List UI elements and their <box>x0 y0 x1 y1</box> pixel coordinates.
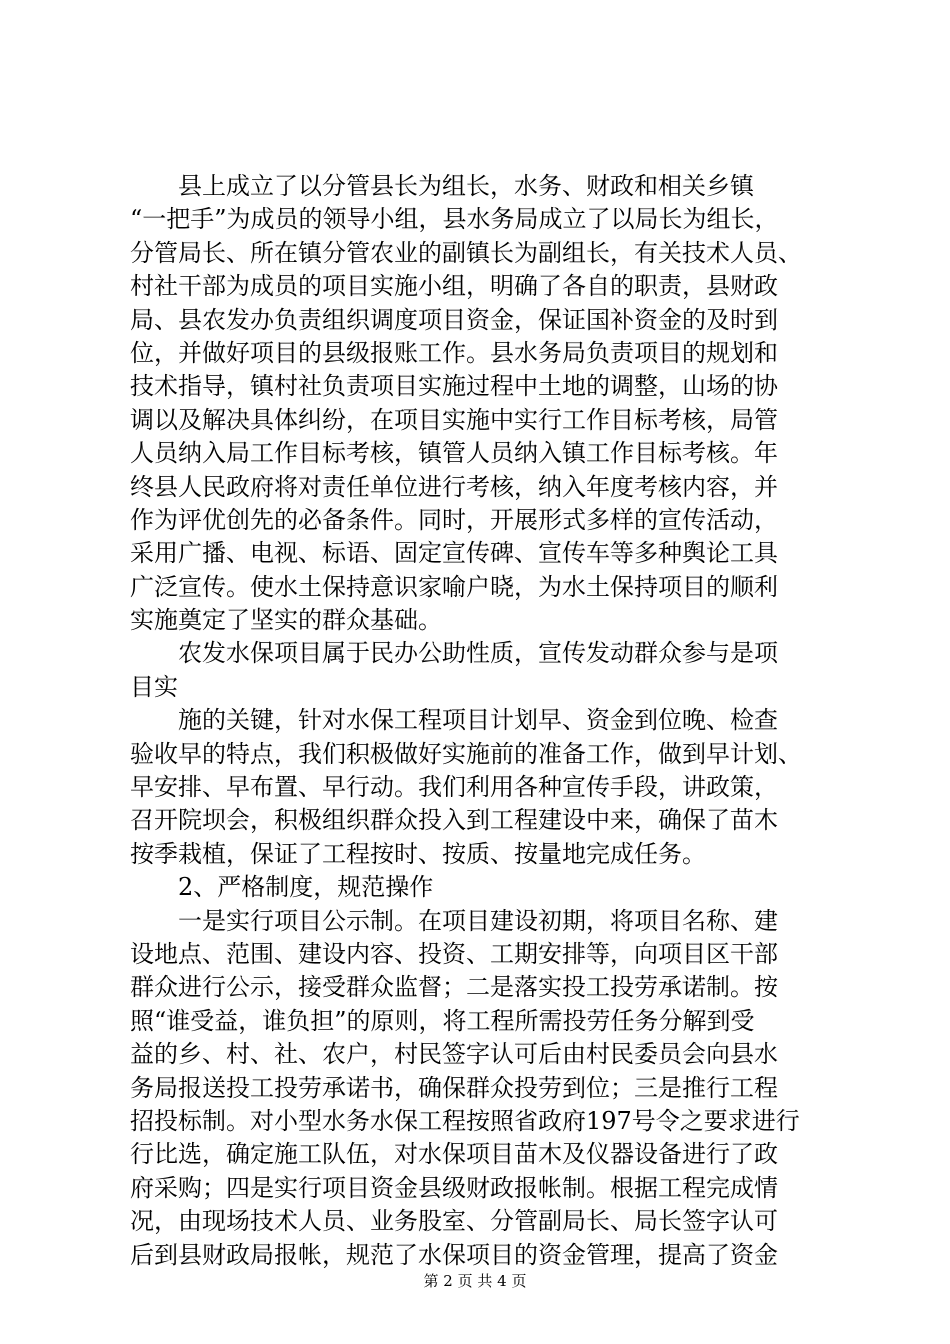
text-line: 设地点、范围、建设内容、投资、工期安排等，向项目区干部 <box>130 939 778 968</box>
text-line: 调以及解决具体纠纷，在项目实施中实行工作目标考核，局管 <box>130 405 778 434</box>
text-line: 施的关键，针对水保工程项目计划早、资金到位晚、检查 <box>178 706 778 735</box>
text-line: 况，由现场技术人员、业务股室、分管副局长、局长签字认可 <box>130 1207 778 1236</box>
text-line: 目实 <box>130 672 178 701</box>
text-line: 群众进行公示，接受群众监督；二是落实投工投劳承诺制。按 <box>130 973 778 1002</box>
text-line: 府采购；四是实行项目资金县级财政报帐制。根据工程完成情 <box>130 1173 778 1202</box>
text-line: 照“谁受益，谁负担”的原则，将工程所需投劳任务分解到受 <box>130 1006 755 1035</box>
text-line: 广泛宣传。使水土保持意识家喻户晓，为水土保持项目的顺利 <box>130 572 778 601</box>
text-line: 验收早的特点，我们积极做好实施前的准备工作，做到早计划、 <box>130 739 802 768</box>
text-line: 招投标制。对小型水务水保工程按照省政府197号令之要求进行 <box>130 1106 800 1135</box>
text-line: 作为评优创先的必备条件。同时，开展形式多样的宣传活动， <box>130 505 778 534</box>
text-line: 一是实行项目公示制。在项目建设初期，将项目名称、建 <box>178 906 778 935</box>
text-line: 采用广播、电视、标语、固定宣传碑、宣传车等多种舆论工具 <box>130 539 778 568</box>
text-line: 县上成立了以分管县长为组长，水务、财政和相关乡镇 <box>178 172 754 200</box>
text-line: 分管局长、所在镇分管农业的副镇长为副组长，有关技术人员、 <box>130 238 802 267</box>
text-line: 位，并做好项目的县级报账工作。县水务局负责项目的规划和 <box>130 338 778 367</box>
text-line: 早安排、早布置、早行动。我们利用各种宣传手段，讲政策， <box>130 773 778 802</box>
body-text <box>130 170 835 1272</box>
text-line: 后到县财政局报帐，规范了水保项目的资金管理，提高了资金 <box>130 1240 778 1269</box>
text-line: 局、县农发办负责组织调度项目资金，保证国补资金的及时到 <box>130 305 778 334</box>
text-line: 终县人民政府将对责任单位进行考核，纳入年度考核内容，并 <box>130 472 778 501</box>
text-line: 农发水保项目属于民办公助性质，宣传发动群众参与是项 <box>178 639 778 668</box>
text-line: “一把手”为成员的领导小组，县水务局成立了以局长为组长， <box>130 205 779 234</box>
text-line: 行比选，确定施工队伍，对水保项目苗木及仪器设备进行了政 <box>130 1140 778 1169</box>
text-line: 村社干部为成员的项目实施小组，明确了各自的职责，县财政 <box>130 272 778 301</box>
text-line: 务局报送投工投劳承诺书，确保群众投劳到位；三是推行工程 <box>130 1073 778 1102</box>
text-line: 技术指导，镇村社负责项目实施过程中土地的调整，山场的协 <box>130 372 778 401</box>
text-line: 人员纳入局工作目标考核，镇管人员纳入镇工作目标考核。年 <box>130 439 778 468</box>
page-footer: 第 2 页 共 4 页 <box>423 1272 527 1290</box>
text-line: 实施奠定了坚实的群众基础。 <box>130 606 442 635</box>
text-line: 益的乡、村、社、农户，村民签字认可后由村民委员会向县水 <box>130 1040 778 1069</box>
text-line: 召开院坝会，积极组织群众投入到工程建设中来，确保了苗木 <box>130 806 778 835</box>
text-line: 2、严格制度，规范操作 <box>178 873 434 902</box>
text-line: 按季栽植，保证了工程按时、按质、按量地完成任务。 <box>130 839 706 868</box>
